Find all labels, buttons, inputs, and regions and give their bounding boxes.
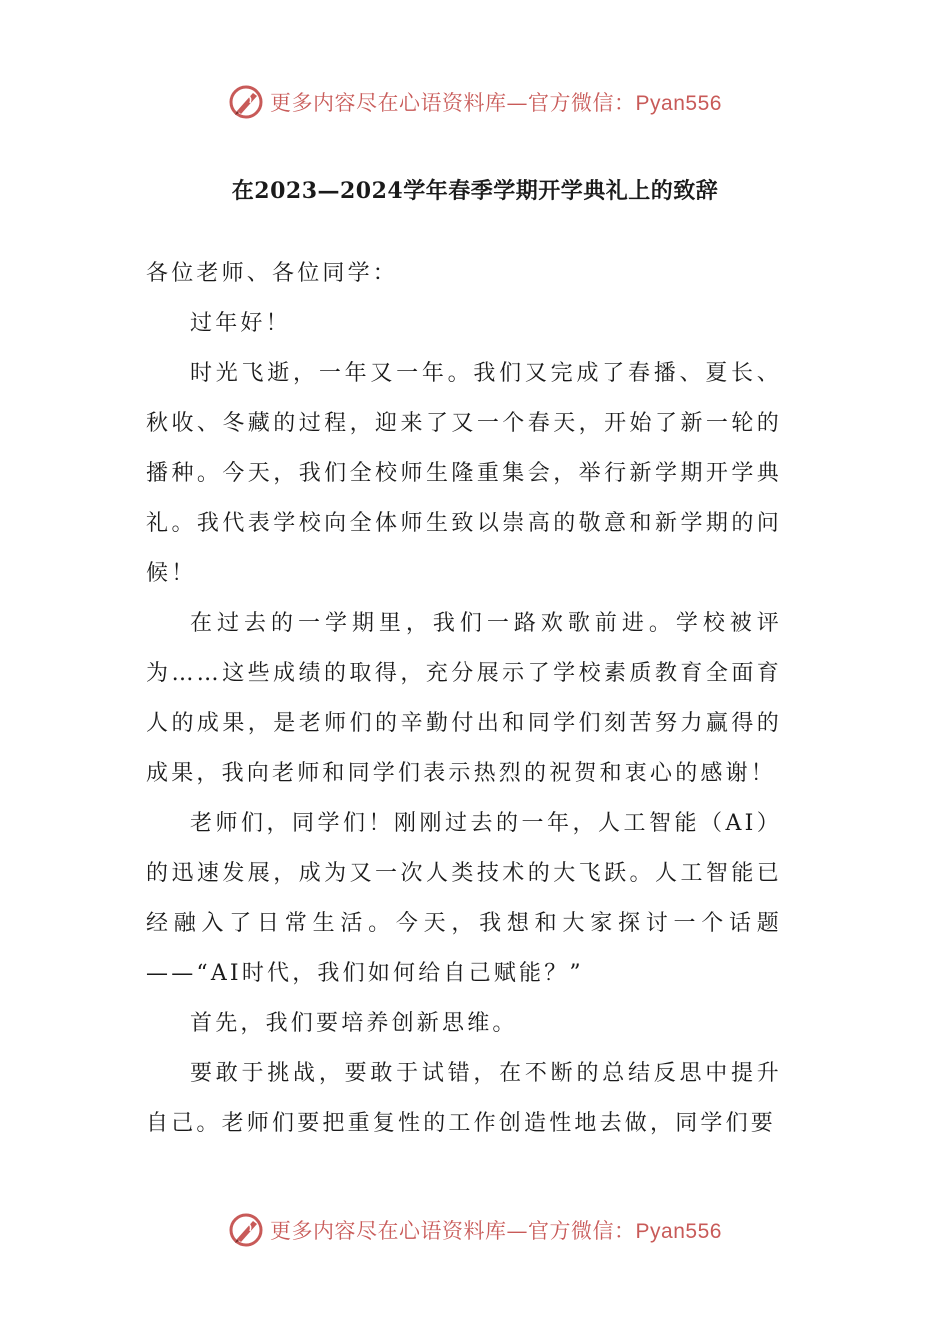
footer-watermark (0, 1208, 950, 1252)
paragraph: 过年好！ (190, 311, 291, 336)
watermark-text (270, 1215, 722, 1245)
document-title: 在2023—2024学年春季学期开学典礼上的致辞 (231, 178, 719, 204)
paragraph: 首先，我们要培养创新思维。 (190, 1011, 518, 1036)
watermark-handle: Pyan556 (635, 92, 722, 115)
watermark-slogan: 更多内容尽在心语资料库 (270, 1219, 507, 1243)
paragraph: 老师们，同学们！刚刚过去的一年，人工智能（AI）的迅速发展，成为又一次人类技术的大飞跃。人工智能已经融入了日常生活。今天，我想和大家探讨一个话题——“AI时代，我们如何给自己赋能？” (146, 811, 782, 986)
header-watermark (0, 80, 950, 124)
watermark-handle: Pyan556 (635, 1220, 722, 1243)
watermark-label: 官方微信： (528, 91, 636, 115)
watermark-text (270, 87, 722, 117)
paragraph: 在过去的一学期里，我们一路欢歌前进。学校被评为……这些成绩的取得，充分展示了学校素质教育全面育人的成果，是老师们的辛勤付出和同学们刻苦努力赢得的成果，我向老师和同学们表示热烈的祝贺和衷心的感谢！ (146, 611, 782, 786)
watermark-dash: — (506, 1219, 529, 1243)
salutation: 各位老师、各位同学： (146, 261, 399, 286)
pen-logo-icon (228, 84, 264, 120)
watermark-slogan: 更多内容尽在心语资料库 (270, 91, 507, 115)
document-body (146, 249, 782, 1149)
watermark-label: 官方微信： (528, 1219, 636, 1243)
watermark-dash: — (506, 91, 529, 115)
pen-logo-icon (228, 1212, 264, 1248)
paragraph: 时光飞逝，一年又一年。我们又完成了春播、夏长、秋收、冬藏的过程，迎来了又一个春天，开始了新一轮的播种。今天，我们全校师生隆重集会，举行新学期开学典礼。我代表学校向全体师生致以崇高的敬意和新学期的问候！ (146, 361, 782, 586)
paragraph: 要敢于挑战，要敢于试错，在不断的总结反思中提升自己。老师们要把重复性的工作创造性地去做，同学们要 (146, 1061, 782, 1136)
